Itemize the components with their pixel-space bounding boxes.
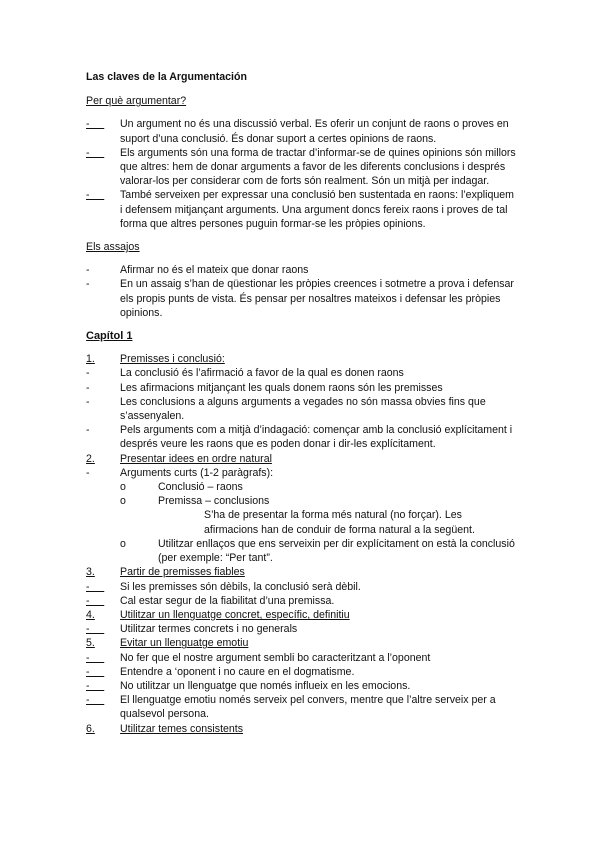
list-item-text: Les afirmacions mitjançant les quals donem raons són les premisses [120, 381, 443, 394]
dash-marker: - [86, 278, 90, 291]
list-item-text: No utilitzar un llenguatge que només influeix en les emocions. [120, 679, 411, 692]
dash-marker: - [86, 381, 90, 394]
circle-bullet: o [120, 537, 126, 550]
sub-list-item [86, 480, 516, 494]
list-item-text: Utilitzar termes concrets i no generals [120, 623, 298, 636]
dash-marker: - [86, 580, 105, 593]
dash-marker: - [86, 594, 105, 607]
numbered-heading-text: Partir de premisses fiables [120, 566, 245, 579]
list-item [86, 622, 516, 636]
dash-marker: - [86, 146, 105, 159]
numbered-heading-text: Evitar un llenguatge emotiu [120, 637, 249, 650]
dash-marker: - [86, 118, 105, 131]
list-item [86, 665, 516, 679]
dash-marker: - [86, 623, 105, 636]
chapter-list [86, 352, 516, 735]
list-item-text: Si les premisses són dèbils, la conclusió serà dèbil. [120, 580, 361, 593]
list-item-text: Un argument no és una discussió verbal. Es oferir un conjunt de raons o proves en suport d’una conclusió. És donar suport a certes opinions de raons. [120, 118, 509, 145]
numbered-heading [86, 452, 516, 466]
list-item-text: Els arguments són una forma de tractar d’informar-se de quines opinions són millors que altres: hem de donar arguments a favor de les diferents conclusions i després valorar-los per considerar com de forts són realment. Són un mitjà per indagar. [120, 146, 516, 188]
dash-marker: - [86, 665, 105, 678]
number-marker: 1. [86, 353, 95, 366]
list-item [86, 188, 516, 231]
sub-list-item [86, 537, 516, 565]
chapter-heading: Capítol 1 [86, 330, 133, 343]
list-item [86, 277, 516, 320]
numbered-heading [86, 636, 516, 650]
number-marker: 3. [86, 566, 95, 579]
list-item-text: Entendre a ‘oponent i no caure en el dogmatisme. [120, 665, 355, 678]
sub-list-item [86, 494, 516, 508]
dash-marker: - [86, 651, 105, 664]
numbered-heading-text: Presentar idees en ordre natural [120, 452, 272, 465]
list-item [86, 693, 516, 721]
dash-marker: - [86, 424, 90, 437]
list-item-text: En un assaig s’han de qüestionar les pròpies creences i sotmetre a prova i defensar els propis punts de vista. És pensar per nosaltres mateixos i defensar les pròpies opinions. [120, 278, 514, 319]
number-marker: 5. [86, 637, 95, 650]
list-item [86, 679, 516, 693]
list-item [86, 381, 516, 395]
list-item [86, 580, 516, 594]
dash-marker: - [86, 679, 105, 692]
dash-marker: - [86, 395, 90, 408]
sub-note: S’ha de presentar la forma més natural (no forçar). Les afirmacions han de conduir de forma natural a la següent. [204, 509, 475, 536]
list-item-text: També serveixen per expressar una conclusió ben sustentada en raons: l’expliquem i defensem mitjançant arguments. Una argument doncs fereix raons i proves de tal forma que altres persones puguin formar-se les pròpies opinions. [120, 189, 514, 230]
list-item [86, 117, 516, 145]
dash-marker: - [86, 694, 105, 707]
circle-bullet: o [120, 481, 126, 494]
number-marker: 6. [86, 722, 95, 735]
sub-list-item-text: Premissa – conclusions [158, 495, 270, 508]
list-item-text: Cal estar segur de la fiabilitat d’una premissa. [120, 594, 335, 607]
dash-marker: - [86, 466, 90, 479]
numbered-heading-text: Premisses i conclusió: [120, 353, 225, 366]
sub-list-item-text: Conclusió – raons [158, 481, 243, 494]
numbered-heading [86, 565, 516, 579]
section-heading-why-argue: Per què argumentar? [86, 95, 187, 108]
list-item-text: El llenguatge emotiu només serveix pel convers, mentre que l’altre serveix per a qualsevol persona. [120, 694, 496, 721]
numbered-heading-text: Utilitzar un llenguatge concret, específic, definitiu [120, 608, 350, 621]
number-marker: 2. [86, 452, 95, 465]
list-item-text: Arguments curts (1-2 paràgrafs): [120, 466, 274, 479]
numbered-heading [86, 608, 516, 622]
list-item [86, 146, 516, 189]
list-item-text: Les conclusions a alguns arguments a vegades no són massa obvies fins que s’assenyalen. [120, 395, 486, 423]
list-item [86, 651, 516, 665]
dash-marker: - [86, 367, 90, 380]
dash-marker: - [86, 264, 90, 277]
document-title: Las claves de la Argumentación [86, 71, 247, 83]
numbered-heading-text: Utilitzar temes consistents [120, 722, 244, 735]
dash-marker: - [86, 189, 105, 202]
numbered-heading [86, 352, 516, 366]
document-page [86, 70, 516, 745]
list-item-text: La conclusió és l’afirmació a favor de la qual es donen raons [120, 367, 404, 380]
why-argue-list [86, 117, 516, 231]
list-item [86, 466, 516, 480]
list-item [86, 263, 516, 277]
numbered-heading [86, 722, 516, 736]
list-item [86, 366, 516, 380]
circle-bullet: o [120, 495, 126, 508]
list-item [86, 594, 516, 608]
number-marker: 4. [86, 608, 95, 621]
list-item-text: Pels arguments com a mitjà d’indagació: començar amb la conclusió explícitament i després veure les raons que es poden donar i dir-les explícitament. [120, 424, 513, 451]
list-item-text: Afirmar no és el mateix que donar raons [120, 264, 309, 277]
essays-list [86, 263, 516, 320]
list-item [86, 423, 516, 451]
sub-list-item-text: Utilitzar enllaços que ens serveixin per dir explícitament on està la conclusió (per exemple: “Per tant”. [158, 537, 515, 565]
list-item [86, 395, 516, 423]
list-item-text: No fer que el nostre argument sembli bo caracteritzant a l’oponent [120, 651, 431, 664]
section-heading-essays: Els assajos [86, 241, 140, 254]
